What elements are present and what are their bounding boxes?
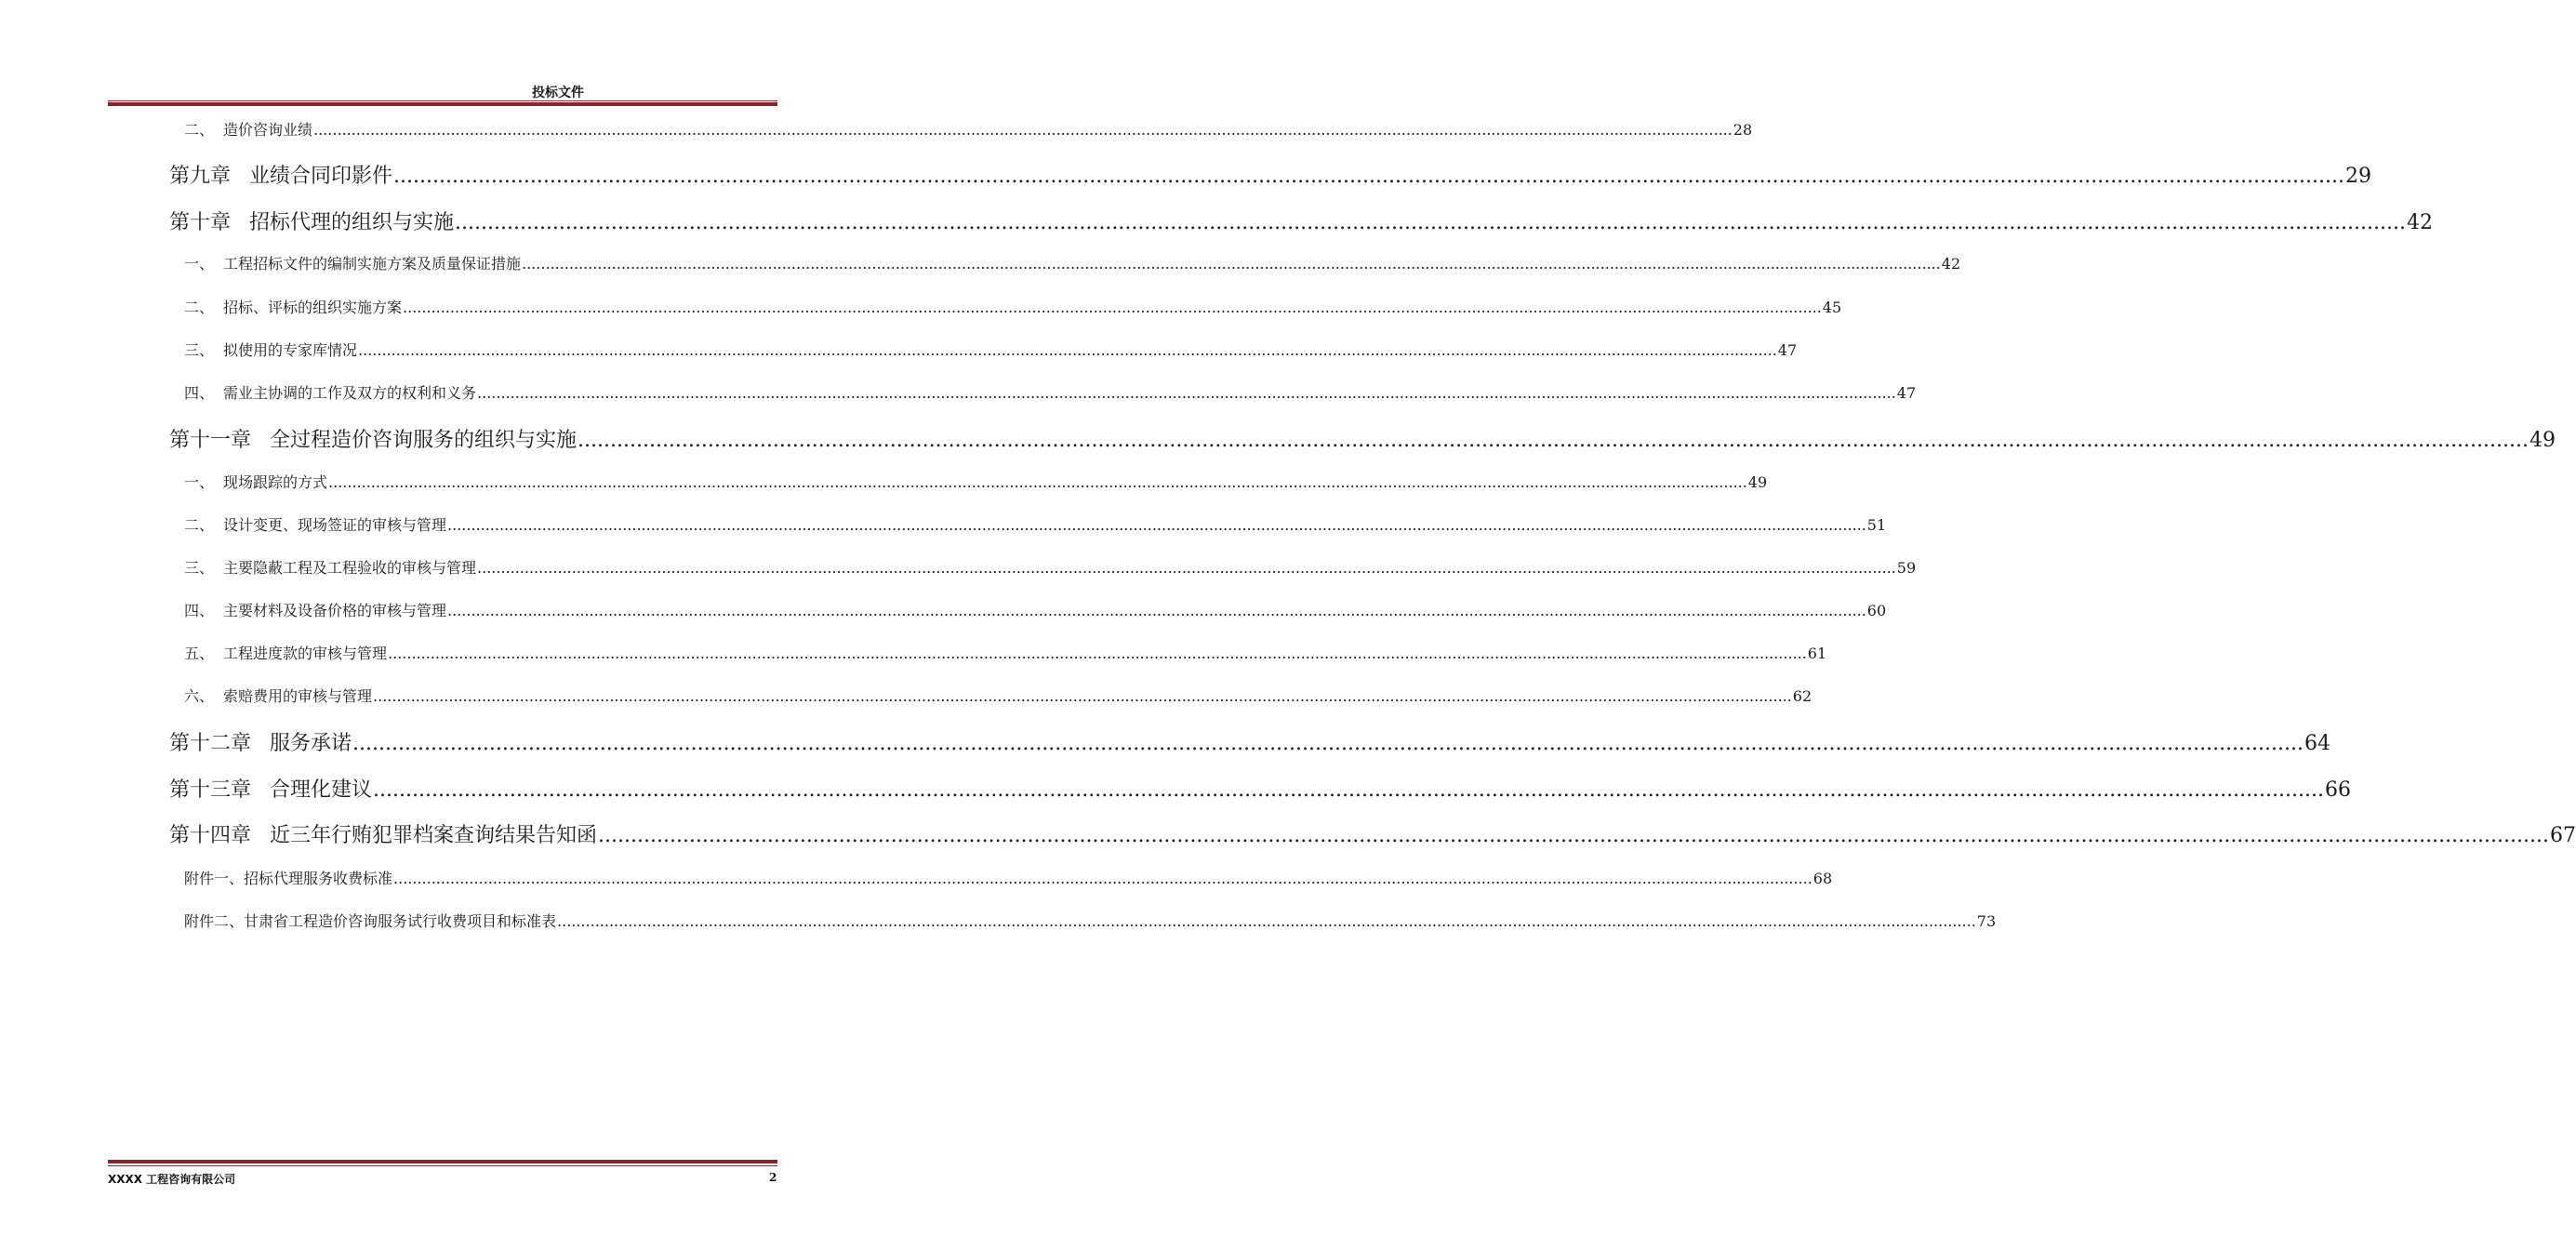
toc-entry-number: 第十章: [169, 211, 232, 234]
toc-section-entry[interactable]: [0, 296, 1842, 317]
toc-section-entry[interactable]: [0, 118, 1753, 140]
toc-entry-label: [184, 118, 312, 140]
toc-page-number: 47: [1896, 384, 1917, 402]
toc-entry-label: [184, 556, 476, 578]
toc-section-entry[interactable]: [0, 685, 1812, 706]
toc-section-entry[interactable]: [0, 339, 1798, 360]
footer-page-number: 2: [769, 1171, 777, 1184]
toc-page-number: 47: [1777, 341, 1798, 359]
toc-leader-dots: ............................................................................................................................................................................................................................................................................................................: [328, 473, 1747, 491]
toc-entry-number: 第十二章: [169, 732, 252, 755]
toc-entry-title: 需业主协调的工作及双方的权利和义务: [223, 384, 477, 402]
toc-page-number: 64: [2304, 732, 2330, 755]
toc-leader-dots: ............................................................................................................................................................................................................................................................................................................: [393, 165, 2344, 188]
toc-entry-label: [169, 206, 454, 235]
toc-leader-dots: ............................................................................................................................................................................................................................................................................................................: [373, 778, 2324, 802]
toc-entry-label: [169, 819, 597, 848]
toc-entry-number: 四、: [184, 602, 215, 619]
toc-entry-title: 附件一、招标代理服务收费标准: [184, 870, 393, 887]
toc-section-entry[interactable]: [0, 910, 1997, 931]
toc-section-entry[interactable]: [0, 381, 1917, 403]
toc-page-number: 61: [1807, 645, 1827, 662]
toc-entry-number: 三、: [184, 341, 215, 359]
toc-entry-title: 近三年行贿犯罪档案查询结果告知函: [270, 824, 598, 847]
toc-entry-number: 第十四章: [169, 824, 252, 847]
toc-leader-dots: ............................................................................................................................................................................................................................................................................................................: [447, 602, 1866, 619]
toc-entry-number: 二、: [184, 299, 215, 316]
toc-leader-dots: ............................................................................................................................................................................................................................................................................................................: [393, 870, 1812, 887]
toc-leader-dots: ............................................................................................................................................................................................................................................................................................................: [403, 299, 1822, 316]
toc-entry-label: [184, 252, 521, 273]
toc-entry-title: 设计变更、现场签证的审核与管理: [223, 516, 447, 534]
toc-page-number: 68: [1812, 870, 1833, 887]
toc-leader-dots: ............................................................................................................................................................................................................................................................................................................: [598, 824, 2549, 847]
toc-entry-label: [184, 599, 446, 620]
toc-entry-label: [184, 471, 327, 492]
footer-company: XXXX 工程咨询有限公司: [108, 1173, 236, 1186]
toc-entry-label: [184, 685, 372, 706]
toc-entry-title: 现场跟踪的方式: [223, 473, 328, 491]
toc-entry-number: 三、: [184, 559, 215, 577]
toc-chapter-entry[interactable]: [0, 424, 2556, 453]
toc-entry-number: 二、: [184, 516, 215, 534]
toc-entry-number: 六、: [184, 687, 215, 705]
toc-entry-label: [184, 867, 392, 888]
toc-leader-dots: ............................................................................................................................................................................................................................................................................................................: [388, 645, 1807, 662]
toc-entry-title: 招标代理的组织与实施: [249, 211, 455, 234]
toc-chapter-entry[interactable]: [0, 727, 2330, 756]
toc-leader-dots: ............................................................................................................................................................................................................................................................................................................: [477, 384, 1896, 402]
toc-entry-label: [184, 910, 556, 931]
toc-page-number: 59: [1896, 559, 1917, 577]
toc-entry-label: [169, 424, 577, 453]
toc-leader-dots: ............................................................................................................................................................................................................................................................................................................: [522, 255, 1941, 273]
toc-leader-dots: ............................................................................................................................................................................................................................................................................................................: [578, 429, 2529, 452]
toc-leader-dots: ............................................................................................................................................................................................................................................................................................................: [352, 732, 2304, 755]
toc-entry-number: 一、: [184, 473, 215, 491]
toc-entry-label: [184, 339, 357, 360]
toc-page-number: 49: [1747, 473, 1768, 491]
toc-entry-title: 工程进度款的审核与管理: [223, 645, 388, 662]
toc-entry-label: [184, 381, 476, 403]
toc-leader-dots: ............................................................................................................................................................................................................................................................................................................: [455, 211, 2406, 234]
footer-rule-thick: [108, 1160, 777, 1164]
toc-section-entry[interactable]: [0, 471, 1768, 492]
toc-page-number: 66: [2324, 778, 2351, 802]
toc-entry-number: 第十一章: [169, 429, 252, 452]
header-title: 投标文件: [532, 86, 584, 100]
toc-page-number: 67: [2549, 824, 2576, 847]
toc-entry-number: 一、: [184, 255, 215, 273]
toc-entry-title: 主要材料及设备价格的审核与管理: [223, 602, 447, 619]
toc-section-entry[interactable]: [0, 556, 1917, 578]
toc-page-number: 73: [1976, 912, 1997, 930]
toc-entry-title: 拟使用的专家库情况: [223, 341, 358, 359]
toc-entry-label: [184, 642, 387, 663]
toc-page-number: 60: [1866, 602, 1887, 619]
toc-section-entry[interactable]: [0, 642, 1827, 663]
toc-chapter-entry[interactable]: [0, 774, 2351, 803]
toc-section-entry[interactable]: [0, 599, 1887, 620]
toc-section-entry[interactable]: [0, 867, 1833, 888]
header-rule-thick: [108, 102, 777, 106]
toc-entry-title: 服务承诺: [270, 732, 352, 755]
toc-chapter-entry[interactable]: [0, 206, 2433, 235]
toc-entry-number: 第九章: [169, 165, 232, 188]
toc-entry-title: 附件二、甘肃省工程造价咨询服务试行收费项目和标准表: [184, 912, 557, 930]
toc-entry-title: 全过程造价咨询服务的组织与实施: [270, 429, 578, 452]
toc-entry-label: [169, 160, 392, 189]
toc-entry-label: [184, 513, 446, 535]
toc-leader-dots: ............................................................................................................................................................................................................................................................................................................: [557, 912, 1976, 930]
toc-section-entry[interactable]: [0, 513, 1887, 535]
toc-page-number: 45: [1822, 299, 1842, 316]
toc-page-number: 28: [1733, 121, 1753, 139]
footer-rule-thin: [108, 1165, 777, 1166]
toc-entry-label: [184, 296, 402, 317]
toc-leader-dots: ............................................................................................................................................................................................................................................................................................................: [477, 559, 1896, 577]
toc-page-number: 42: [2406, 211, 2433, 234]
toc-page-number: 42: [1941, 255, 1961, 273]
toc-entry-title: 工程招标文件的编制实施方案及质量保证措施: [223, 255, 522, 273]
header-rule-thin: [108, 100, 777, 101]
toc-entry-number: 五、: [184, 645, 215, 662]
toc-leader-dots: ............................................................................................................................................................................................................................................................................................................: [358, 341, 1777, 359]
toc-page-number: 29: [2344, 165, 2371, 188]
toc-section-entry[interactable]: [0, 252, 1961, 273]
toc-entry-title: 招标、评标的组织实施方案: [223, 299, 403, 316]
toc-entry-number: 第十三章: [169, 778, 252, 802]
toc-entry-title: 业绩合同印影件: [249, 165, 393, 188]
toc-chapter-entry[interactable]: [0, 160, 2371, 189]
toc-leader-dots: ............................................................................................................................................................................................................................................................................................................: [447, 516, 1866, 534]
toc-entry-title: 造价咨询业绩: [223, 121, 313, 139]
toc-entry-label: [169, 774, 372, 803]
toc-page-number: 51: [1866, 516, 1887, 534]
toc-leader-dots: ............................................................................................................................................................................................................................................................................................................: [313, 121, 1733, 139]
toc-entry-number: 二、: [184, 121, 215, 139]
toc-leader-dots: ............................................................................................................................................................................................................................................................................................................: [373, 687, 1792, 705]
toc-page-number: 62: [1792, 687, 1812, 705]
toc-entry-label: [169, 727, 352, 756]
toc-entry-title: 合理化建议: [270, 778, 373, 802]
toc-entry-title: 索赔费用的审核与管理: [223, 687, 373, 705]
toc-entry-title: 主要隐蔽工程及工程验收的审核与管理: [223, 559, 477, 577]
toc-page-number: 49: [2529, 429, 2556, 452]
toc-chapter-entry[interactable]: [0, 819, 2576, 848]
toc-entry-number: 四、: [184, 384, 215, 402]
